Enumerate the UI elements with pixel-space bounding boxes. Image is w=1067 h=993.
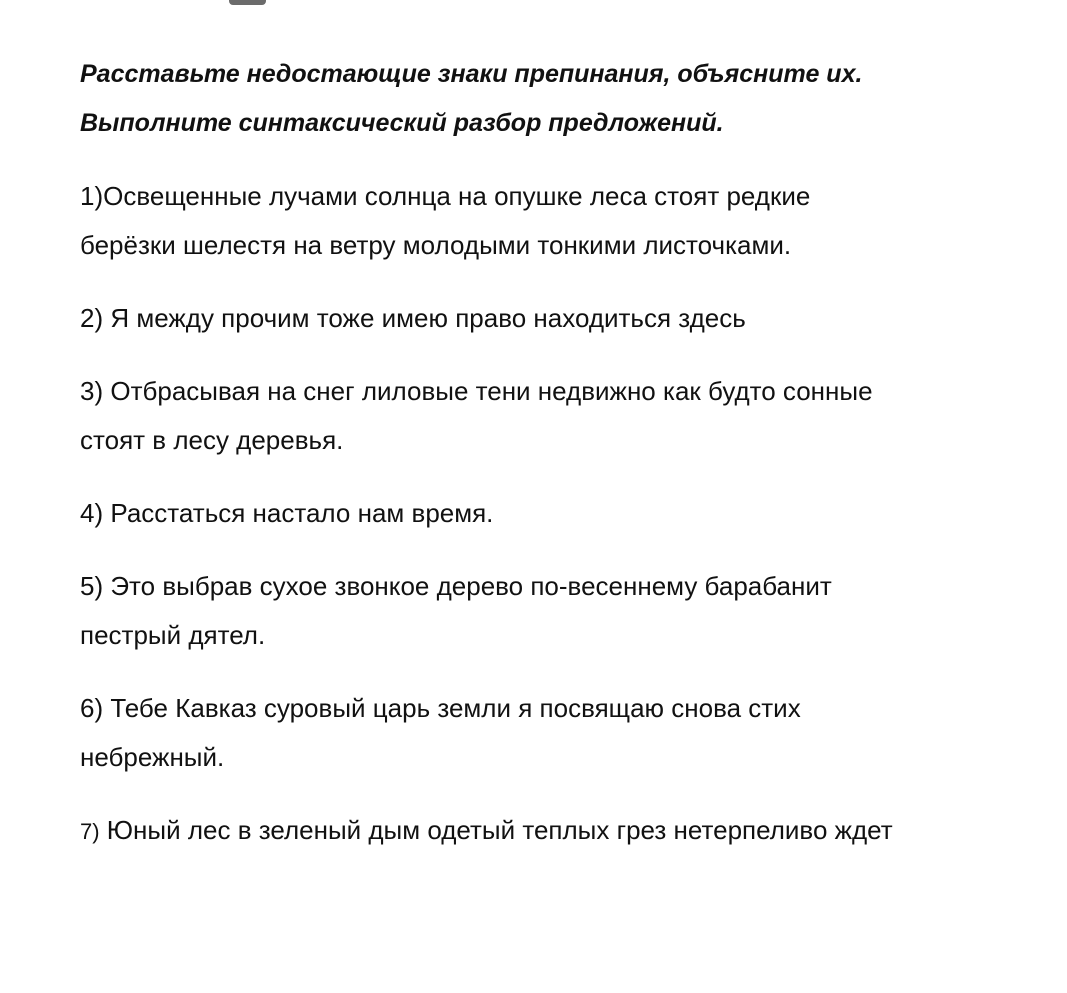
sentence-line: стоят в лесу деревья. — [80, 425, 344, 455]
sentence-line: 4) Расстаться настало нам время. — [80, 498, 494, 528]
sentence-line: 1)Освещенные лучами солнца на опушке леса стоят редкие — [80, 181, 811, 211]
sentence-item — [80, 562, 893, 660]
sentence-line: небрежный. — [80, 742, 225, 772]
sentence-number: 7) — [80, 819, 100, 844]
sentence-item — [80, 684, 893, 782]
sentence-line: 3) Отбрасывая на снег лиловые тени недвижно как будто сонные — [80, 376, 873, 406]
heading-line: Выполните синтаксический разбор предложений. — [80, 109, 724, 137]
sentence-item — [80, 806, 893, 856]
scroll-tab — [229, 0, 266, 5]
sentence-line: пестрый дятел. — [80, 620, 266, 650]
sentence-list — [80, 172, 893, 856]
sentence-item — [80, 294, 893, 343]
sentence-item — [80, 367, 893, 465]
task-heading — [80, 50, 893, 148]
sentence-line — [80, 806, 893, 856]
sentence-text: Юный лес в зеленый дым одетый теплых грез нетерпеливо ждет — [99, 815, 893, 845]
document — [80, 50, 893, 880]
sentence-line: 2) Я между прочим тоже имею право находиться здесь — [80, 303, 746, 333]
sentence-item — [80, 172, 893, 270]
sentence-line: берёзки шелестя на ветру молодыми тонкими листочками. — [80, 230, 792, 260]
sentence-line: 6) Тебе Кавказ суровый царь земли я посвящаю снова стих — [80, 693, 801, 723]
sentence-item — [80, 489, 893, 538]
sentence-line: 5) Это выбрав сухое звонкое дерево по-весеннему барабанит — [80, 571, 832, 601]
heading-line: Расставьте недостающие знаки препинания, объясните их. — [80, 60, 863, 88]
